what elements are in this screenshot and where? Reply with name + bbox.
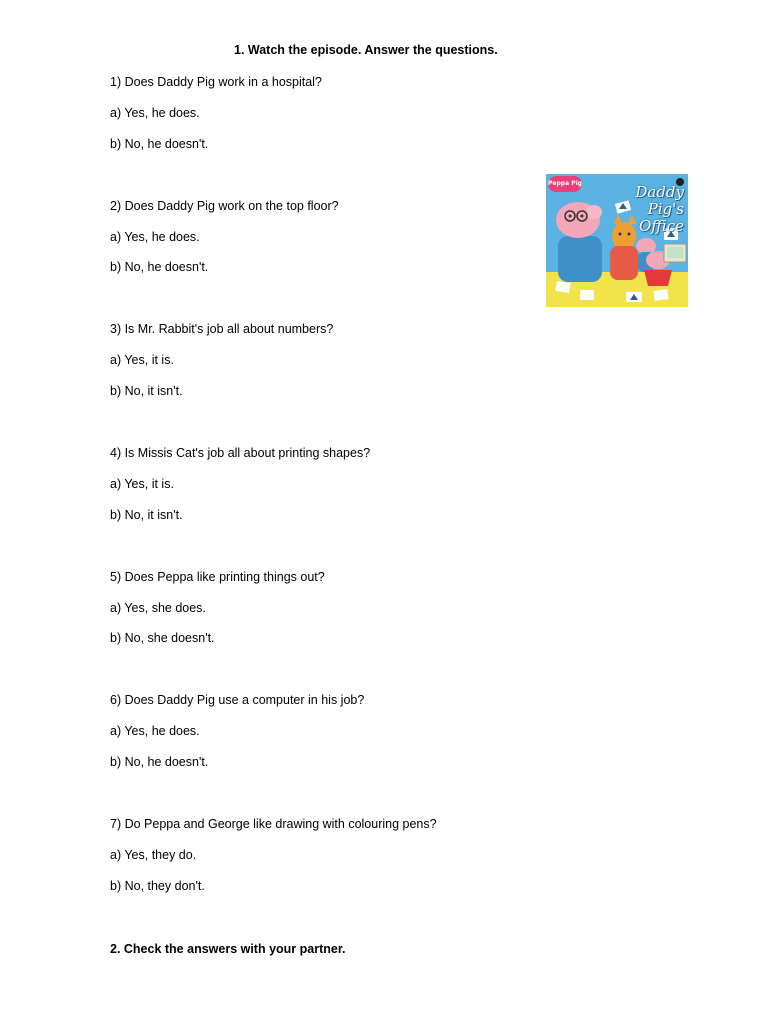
question-3-option-a: a) Yes, it is. (110, 353, 174, 367)
book-cover-image (546, 174, 688, 307)
question-4: 4) Is Missis Cat's job all about printing shapes? (110, 446, 371, 460)
book-cover-title-line-1: Daddy Pig's (635, 183, 684, 218)
question-3-option-b: b) No, it isn't. (110, 384, 183, 398)
question-5-option-a: a) Yes, she does. (110, 601, 206, 615)
book-cover-title-line-2: Office (639, 217, 684, 235)
question-5-option-b: b) No, she doesn't. (110, 631, 215, 645)
question-6-option-a: a) Yes, he does. (110, 724, 200, 738)
question-4-option-a: a) Yes, it is. (110, 477, 174, 491)
question-7: 7) Do Peppa and George like drawing with colouring pens? (110, 817, 437, 831)
question-1-option-a: a) Yes, he does. (110, 106, 200, 120)
question-7-option-b: b) No, they don't. (110, 879, 205, 893)
question-4-option-b: b) No, it isn't. (110, 508, 183, 522)
worksheet-title: 1. Watch the episode. Answer the questions. (234, 43, 498, 57)
question-6-option-b: b) No, he doesn't. (110, 755, 209, 769)
question-5: 5) Does Peppa like printing things out? (110, 570, 325, 584)
worksheet-instruction-2: 2. Check the answers with your partner. (110, 942, 346, 956)
question-2-option-b: b) No, he doesn't. (110, 260, 209, 274)
question-6: 6) Does Daddy Pig use a computer in his job? (110, 693, 365, 707)
peppa-pig-logo: Peppa Pig (548, 176, 582, 192)
question-3: 3) Is Mr. Rabbit's job all about numbers? (110, 322, 334, 336)
question-1-option-b: b) No, he doesn't. (110, 137, 209, 151)
book-cover-title (598, 184, 684, 235)
question-7-option-a: a) Yes, they do. (110, 848, 197, 862)
question-1: 1) Does Daddy Pig work in a hospital? (110, 75, 322, 89)
question-2-option-a: a) Yes, he does. (110, 230, 200, 244)
question-2: 2) Does Daddy Pig work on the top floor? (110, 199, 339, 213)
